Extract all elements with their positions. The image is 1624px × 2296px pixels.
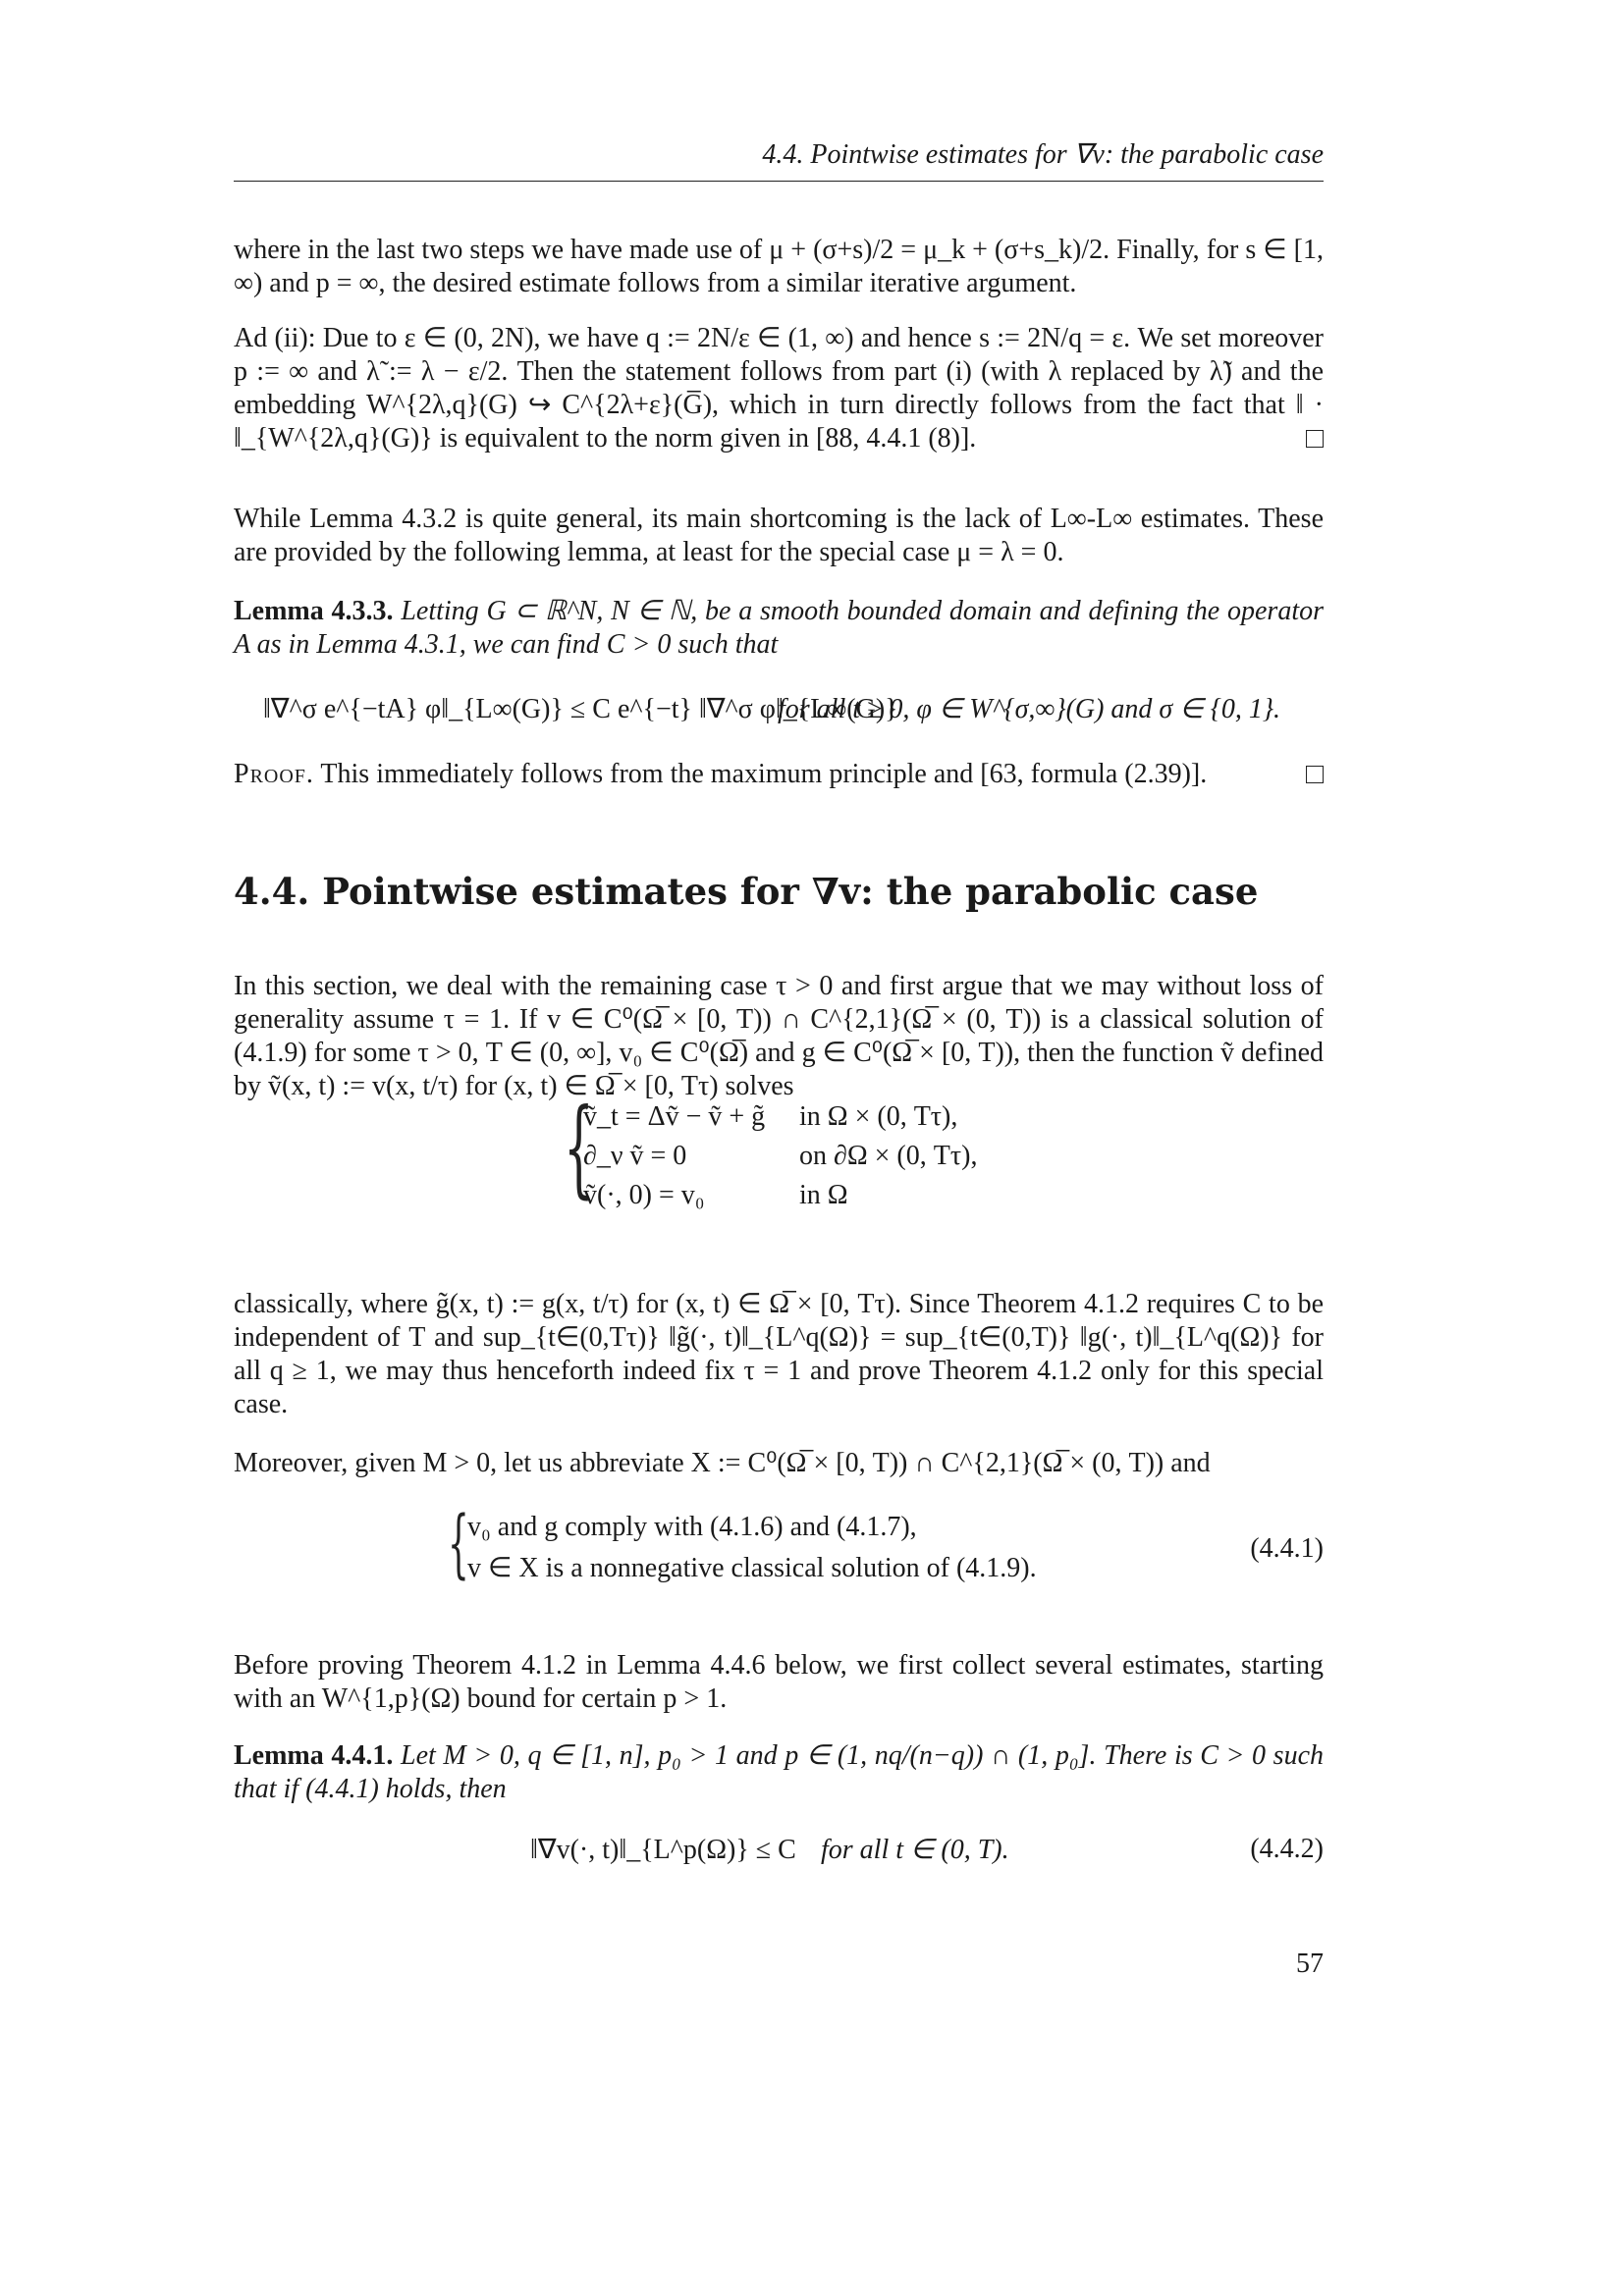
paragraph-abbreviation: Moreover, given M > 0, let us abbreviate X := C⁰(Ω̅ × [0, T)) ∩ C^{2,1}(Ω̅ × (0, T)) and: [234, 1448, 1211, 1478]
assumption-4-4-1: [448, 1499, 1135, 1590]
lemma-4-3-3-title: Lemma 4.3.3.: [234, 596, 394, 626]
paragraph-lemma-intro: While Lemma 4.3.2 is quite general, its main shortcoming is the lack of L∞-L∞ estimates. These are provided by the following lemma, at least for the special case μ = λ = 0.: [234, 504, 1324, 567]
system-cond-2: on ∂Ω × (0, Tτ),: [799, 1141, 978, 1171]
assumption-line-2: v ∈ X is a nonnegative classical solution of (4.1.9).: [467, 1553, 1037, 1583]
assumption-line-1: v₀ and g comply with (4.1.6) and (4.1.7),: [467, 1512, 917, 1542]
header-rule: [234, 181, 1324, 182]
qed-square-icon: [1306, 430, 1324, 448]
system-eq-1: ṽ_t = Δṽ − ṽ + g̃: [583, 1101, 766, 1132]
left-brace: {: [448, 1499, 469, 1586]
system-cond-3: in Ω: [799, 1180, 848, 1210]
lemma-4-3-3: [234, 595, 1324, 662]
system-eq-3: ṽ(·, 0) = v₀: [583, 1180, 705, 1210]
lemma-4-3-3-statement: Letting G ⊂ ℝ^N, N ∈ ℕ, be a smooth bounded domain and defining the operator A as in Lemma 4.3.1, we can find C > 0 such that: [234, 596, 1325, 660]
paragraph-ad-ii: [234, 322, 1324, 455]
system-eq-2: ∂_ν ṽ = 0: [583, 1141, 687, 1171]
qed-square-icon: [1306, 766, 1324, 783]
lemma-4-3-3-condition: for all t ≥ 0, φ ∈ W^{σ,∞}(G) and σ ∈ {0, 1}.: [778, 694, 1281, 724]
running-head: 4.4. Pointwise estimates for ∇v: the parabolic case: [762, 139, 1324, 170]
lemma-4-4-1-formula: ‖∇v(·, t)‖_{L^p(Ω)} ≤ C: [530, 1835, 796, 1865]
left-brace: {: [564, 1087, 594, 1209]
proof-4-3-3: [234, 758, 1324, 791]
lemma-4-4-1-title: Lemma 4.4.1.: [234, 1740, 394, 1771]
paragraph-classically: classically, where g̃(x, t) := g(x, t/τ) for (x, t) ∈ Ω̅ × [0, Tτ). Since Theorem 4.1.2 requires C to be independent of T and sup_{t∈(0,Tτ)} ‖g̃(·, t)‖_{L^q(Ω)} = sup_{t∈(0,T)} ‖g(·, t)‖_{L^q(Ω)} for all q ≥ 1, we may thus henceforth indeed fix τ = 1 and prove Theorem 4.1.2 only for this special case.: [234, 1289, 1324, 1419]
equation-label-4-4-1: (4.4.1): [1250, 1533, 1324, 1564]
paragraph-section-intro: In this section, we deal with the remaining case τ > 0 and first argue that we may without loss of generality assume τ = 1. If v ∈ C⁰(Ω̅ × [0, T)) ∩ C^{2,1}(Ω̅ × (0, T)) is a classical solution of (4.1.9) for some τ > 0, T ∈ (0, ∞], v₀ ∈ C⁰(Ω̅) and g ∈ C⁰(Ω̅ × [0, T)), then the function ṽ defined by ṽ(x, t) := v(x, t/τ) for (x, t) ∈ Ω̅ × [0, Tτ) solves: [234, 971, 1324, 1101]
page-number: 57: [1296, 1949, 1324, 1979]
lemma-4-4-1-statement: Let M > 0, q ∈ [1, n], p₀ > 1 and p ∈ (1, nq/(n−q)) ∩ (1, p₀]. There is C > 0 such that if (4.4.1) holds, then: [234, 1740, 1325, 1804]
lemma-4-3-3-formula: ‖∇^σ e^{−tA} φ‖_{L∞(G)} ≤ C e^{−t} ‖∇^σ φ‖_{L∞(G)}: [263, 694, 898, 724]
system-cond-1: in Ω × (0, Tτ),: [799, 1101, 958, 1132]
proof-text: This immediately follows from the maximum principle and [63, formula (2.39)].: [320, 759, 1208, 789]
ad-ii-text: Ad (ii): Due to ε ∈ (0, 2N), we have q := 2N/ε ∈ (1, ∞) and hence s := 2N/q = ε. We set moreover p := ∞ and λ̃ := λ − ε/2. Then the statement follows from part (i) (with λ replaced by λ̃) and the embedding W^{2λ,q}(G) ↪ C^{2λ+ε}(G̅), which in turn directly follows from the fact that ‖ · ‖_{W^{2λ,q}(G)} is equivalent to the norm given in [88, 4.4.1 (8)].: [234, 323, 1324, 454]
paragraph-before-lemma: Before proving Theorem 4.1.2 in Lemma 4.4.6 below, we first collect several estimates, starting with an W^{1,p}(Ω) bound for certain p > 1.: [234, 1650, 1324, 1714]
section-title: 4.4. Pointwise estimates for ∇v: the parabolic case: [234, 870, 1259, 913]
proof-label: Proof.: [234, 759, 314, 789]
paragraph-continuation: where in the last two steps we have made use of μ + (σ+s)/2 = μ_k + (σ+s_k)/2. Finally, for s ∈ [1, ∞) and p = ∞, the desired estimate follows from a similar iterative argument.: [234, 235, 1324, 298]
lemma-4-4-1-condition: for all t ∈ (0, T).: [821, 1835, 1009, 1865]
equation-label-4-4-2: (4.4.2): [1250, 1834, 1324, 1864]
rescaled-system: [564, 1087, 1074, 1219]
lemma-4-4-1: [234, 1739, 1324, 1806]
